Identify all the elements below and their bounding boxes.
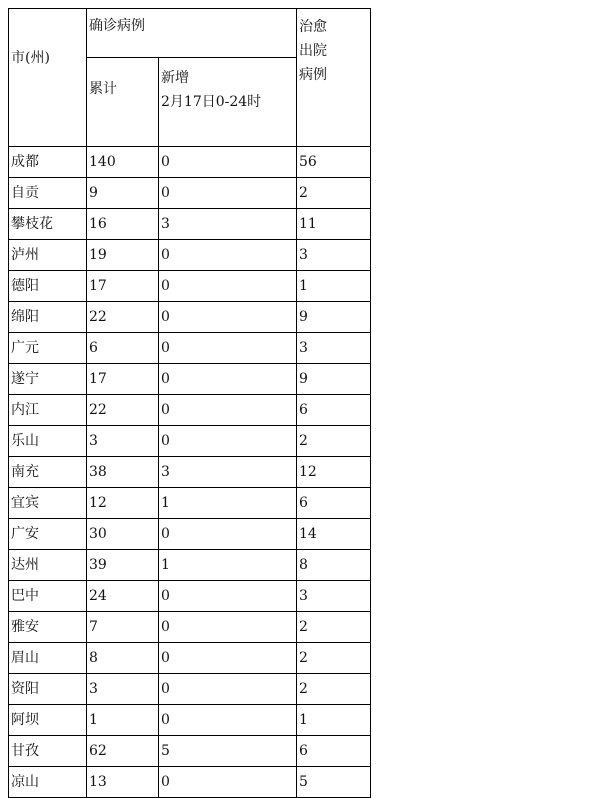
total-cell: 3 — [87, 674, 159, 705]
city-cell: 乐山 — [9, 426, 87, 457]
table-row — [9, 674, 371, 705]
new-cell: 0 — [159, 674, 297, 705]
total-cell: 24 — [87, 581, 159, 612]
table-row — [9, 643, 371, 674]
table-row — [9, 488, 371, 519]
table-row — [9, 519, 371, 550]
case-statistics-table — [8, 8, 371, 798]
total-cell: 17 — [87, 364, 159, 395]
header-confirmed-label: 确诊病例 — [89, 18, 145, 34]
total-cell: 22 — [87, 395, 159, 426]
new-cell: 0 — [159, 705, 297, 736]
total-cell: 62 — [87, 736, 159, 767]
cured-cell: 14 — [297, 519, 371, 550]
table-row — [9, 736, 371, 767]
new-cell: 0 — [159, 519, 297, 550]
cured-cell: 3 — [297, 333, 371, 364]
city-cell: 宜宾 — [9, 488, 87, 519]
table-row — [9, 271, 371, 302]
table-row — [9, 395, 371, 426]
header-cured — [297, 9, 371, 147]
header-cured-line1: 治愈 — [299, 19, 327, 35]
cured-cell: 8 — [297, 550, 371, 581]
total-cell: 19 — [87, 240, 159, 271]
cured-cell: 11 — [297, 209, 371, 240]
table-row — [9, 333, 371, 364]
city-cell: 眉山 — [9, 643, 87, 674]
total-cell: 39 — [87, 550, 159, 581]
table-row — [9, 612, 371, 643]
header-city-label: 市(州) — [11, 50, 50, 66]
cured-cell: 12 — [297, 457, 371, 488]
cured-cell: 9 — [297, 364, 371, 395]
city-cell: 雅安 — [9, 612, 87, 643]
total-cell: 22 — [87, 302, 159, 333]
total-cell: 140 — [87, 147, 159, 178]
total-cell: 30 — [87, 519, 159, 550]
header-new-line2: 2月17日0-24时 — [161, 94, 262, 110]
new-cell: 0 — [159, 178, 297, 209]
total-cell: 8 — [87, 643, 159, 674]
cured-cell: 3 — [297, 240, 371, 271]
city-cell: 巴中 — [9, 581, 87, 612]
city-cell: 成都 — [9, 147, 87, 178]
cured-cell: 5 — [297, 767, 371, 798]
table-row — [9, 209, 371, 240]
total-cell: 9 — [87, 178, 159, 209]
cured-cell: 2 — [297, 178, 371, 209]
table-row — [9, 705, 371, 736]
city-cell: 德阳 — [9, 271, 87, 302]
cured-cell: 2 — [297, 674, 371, 705]
new-cell: 1 — [159, 550, 297, 581]
city-cell: 甘孜 — [9, 736, 87, 767]
cured-cell: 6 — [297, 488, 371, 519]
total-cell: 38 — [87, 457, 159, 488]
header-cumulative-label: 累计 — [89, 81, 117, 97]
new-cell: 0 — [159, 364, 297, 395]
cured-cell: 6 — [297, 395, 371, 426]
city-cell: 阿坝 — [9, 705, 87, 736]
city-cell: 泸州 — [9, 240, 87, 271]
new-cell: 0 — [159, 767, 297, 798]
header-cured-line2: 出院 — [299, 43, 327, 59]
table-row — [9, 147, 371, 178]
cured-cell: 2 — [297, 643, 371, 674]
table-row — [9, 581, 371, 612]
new-cell: 1 — [159, 488, 297, 519]
new-cell: 0 — [159, 426, 297, 457]
total-cell: 1 — [87, 705, 159, 736]
cured-cell: 6 — [297, 736, 371, 767]
header-cured-line3: 病例 — [299, 67, 327, 83]
city-cell: 内江 — [9, 395, 87, 426]
table-row — [9, 550, 371, 581]
new-cell: 0 — [159, 240, 297, 271]
total-cell: 13 — [87, 767, 159, 798]
city-cell: 绵阳 — [9, 302, 87, 333]
cured-cell: 1 — [297, 271, 371, 302]
city-cell: 凉山 — [9, 767, 87, 798]
table-row — [9, 178, 371, 209]
table-row — [9, 426, 371, 457]
new-cell: 0 — [159, 612, 297, 643]
new-cell: 3 — [159, 209, 297, 240]
table-header — [9, 9, 371, 147]
header-new — [159, 58, 297, 147]
table-row — [9, 457, 371, 488]
table-row — [9, 240, 371, 271]
header-new-line1: 新增 — [161, 70, 189, 86]
new-cell: 0 — [159, 643, 297, 674]
cured-cell: 1 — [297, 705, 371, 736]
table-row — [9, 364, 371, 395]
new-cell: 0 — [159, 333, 297, 364]
cured-cell: 2 — [297, 426, 371, 457]
city-cell: 达州 — [9, 550, 87, 581]
cured-cell: 56 — [297, 147, 371, 178]
table-row — [9, 767, 371, 798]
total-cell: 3 — [87, 426, 159, 457]
header-cumulative — [87, 58, 159, 147]
header-confirmed — [87, 9, 297, 58]
new-cell: 0 — [159, 581, 297, 612]
new-cell: 0 — [159, 271, 297, 302]
header-city — [9, 9, 87, 147]
city-cell: 南充 — [9, 457, 87, 488]
city-cell: 资阳 — [9, 674, 87, 705]
total-cell: 17 — [87, 271, 159, 302]
city-cell: 自贡 — [9, 178, 87, 209]
city-cell: 广安 — [9, 519, 87, 550]
cured-cell: 2 — [297, 612, 371, 643]
cured-cell: 3 — [297, 581, 371, 612]
new-cell: 5 — [159, 736, 297, 767]
city-cell: 遂宁 — [9, 364, 87, 395]
total-cell: 7 — [87, 612, 159, 643]
new-cell: 3 — [159, 457, 297, 488]
table-body — [9, 147, 371, 798]
total-cell: 6 — [87, 333, 159, 364]
table-row — [9, 302, 371, 333]
total-cell: 16 — [87, 209, 159, 240]
city-cell: 广元 — [9, 333, 87, 364]
new-cell: 0 — [159, 395, 297, 426]
city-cell: 攀枝花 — [9, 209, 87, 240]
new-cell: 0 — [159, 302, 297, 333]
cured-cell: 9 — [297, 302, 371, 333]
new-cell: 0 — [159, 147, 297, 178]
total-cell: 12 — [87, 488, 159, 519]
